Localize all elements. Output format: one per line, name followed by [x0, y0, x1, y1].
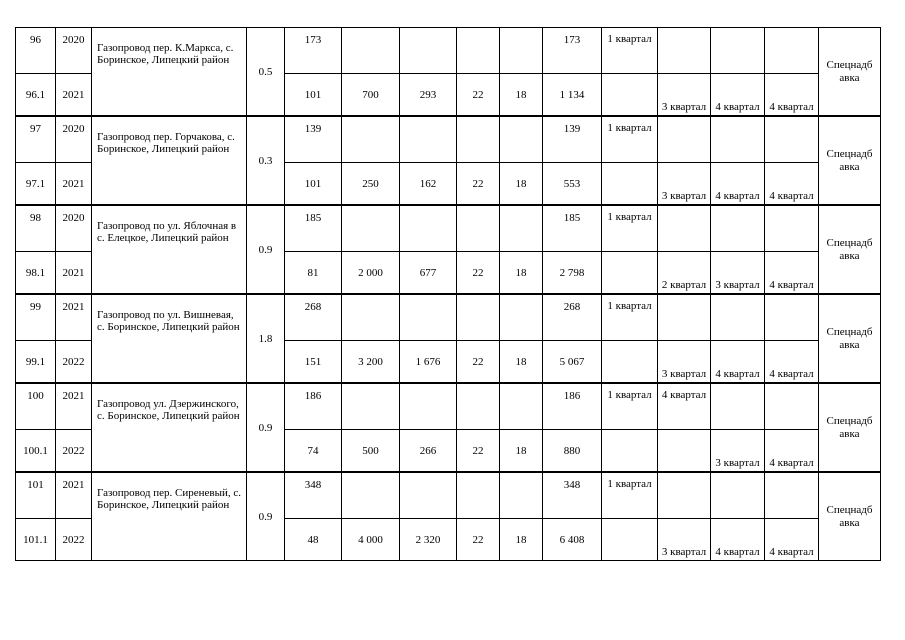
row-number: 99	[16, 294, 56, 341]
row-year: 2021	[56, 163, 92, 206]
cost-cell: 22	[457, 430, 500, 473]
length-value: 1.8	[247, 294, 285, 383]
quarter-cell	[658, 294, 711, 341]
cost-cell	[500, 294, 543, 341]
cost-cell: 18	[500, 252, 543, 295]
cost-cell: 293	[400, 74, 457, 117]
cost-cell: 18	[500, 519, 543, 561]
total-cell: 1 134	[543, 74, 602, 117]
cost-cell	[342, 294, 400, 341]
executor-cell: Спецнадб авка	[819, 294, 881, 383]
cost-cell: 22	[457, 74, 500, 117]
object-name: Газопровод ул. Дзержинского, с. Боринское, Липецкий район	[92, 383, 247, 472]
table-row	[16, 205, 881, 252]
length-value: 0.5	[247, 28, 285, 117]
cost-cell: 2 000	[342, 252, 400, 295]
row-number: 101	[16, 472, 56, 519]
quarter-cell: 1 квартал	[602, 383, 658, 430]
quarter-cell: 1 квартал	[602, 116, 658, 163]
cost-cell	[500, 116, 543, 163]
cost-cell	[500, 383, 543, 430]
cost-cell: 81	[285, 252, 342, 295]
row-year: 2021	[56, 383, 92, 430]
quarter-cell: 3 квартал	[658, 341, 711, 384]
quarter-cell	[711, 294, 765, 341]
row-number: 97.1	[16, 163, 56, 206]
cost-cell: 2 320	[400, 519, 457, 561]
cost-cell	[500, 205, 543, 252]
quarter-cell	[602, 341, 658, 384]
quarter-cell: 4 квартал	[765, 252, 819, 295]
quarter-cell	[658, 116, 711, 163]
quarter-cell: 4 квартал	[765, 430, 819, 473]
cost-cell	[457, 383, 500, 430]
cost-cell: 22	[457, 252, 500, 295]
row-number: 98	[16, 205, 56, 252]
cost-cell: 173	[285, 28, 342, 74]
row-year: 2021	[56, 294, 92, 341]
total-cell: 6 408	[543, 519, 602, 561]
row-year: 2021	[56, 252, 92, 295]
total-cell: 5 067	[543, 341, 602, 384]
quarter-cell	[765, 205, 819, 252]
quarter-cell	[658, 205, 711, 252]
object-name: Газопровод пер. Сиреневый, с. Боринское, Липецкий район	[92, 472, 247, 561]
cost-cell	[500, 472, 543, 519]
cost-cell: 268	[285, 294, 342, 341]
length-value: 0.9	[247, 383, 285, 472]
quarter-cell	[711, 383, 765, 430]
row-year: 2021	[56, 74, 92, 117]
row-number: 96.1	[16, 74, 56, 117]
quarter-cell: 4 квартал	[765, 163, 819, 206]
quarter-cell	[711, 205, 765, 252]
quarter-cell: 4 квартал	[711, 163, 765, 206]
cost-cell: 151	[285, 341, 342, 384]
executor-cell: Спецнадб авка	[819, 205, 881, 294]
quarter-cell: 4 квартал	[765, 74, 819, 117]
row-number: 100	[16, 383, 56, 430]
cost-cell	[400, 383, 457, 430]
cost-cell	[400, 294, 457, 341]
row-number: 98.1	[16, 252, 56, 295]
quarter-cell	[602, 430, 658, 473]
row-number: 100.1	[16, 430, 56, 473]
quarter-cell: 3 квартал	[711, 252, 765, 295]
quarter-cell: 1 квартал	[602, 294, 658, 341]
row-year: 2020	[56, 205, 92, 252]
cost-cell: 3 200	[342, 341, 400, 384]
quarter-cell	[658, 28, 711, 74]
cost-cell: 700	[342, 74, 400, 117]
cost-cell: 250	[342, 163, 400, 206]
executor-cell: Спецнадб авка	[819, 383, 881, 472]
quarter-cell	[658, 430, 711, 473]
quarter-cell	[602, 163, 658, 206]
executor-cell: Спецнадб авка	[819, 472, 881, 561]
quarter-cell: 4 квартал	[765, 341, 819, 384]
quarter-cell	[765, 116, 819, 163]
row-number: 97	[16, 116, 56, 163]
total-cell: 186	[543, 383, 602, 430]
quarter-cell	[765, 28, 819, 74]
length-value: 0.3	[247, 116, 285, 205]
total-cell: 268	[543, 294, 602, 341]
cost-cell: 185	[285, 205, 342, 252]
table-row	[16, 294, 881, 341]
cost-cell: 186	[285, 383, 342, 430]
cost-cell: 74	[285, 430, 342, 473]
total-cell: 553	[543, 163, 602, 206]
length-value: 0.9	[247, 472, 285, 561]
quarter-cell	[765, 294, 819, 341]
cost-cell: 22	[457, 163, 500, 206]
row-number: 101.1	[16, 519, 56, 561]
cost-cell: 18	[500, 430, 543, 473]
cost-cell: 500	[342, 430, 400, 473]
quarter-cell: 4 квартал	[765, 519, 819, 561]
cost-cell: 101	[285, 163, 342, 206]
cost-cell: 18	[500, 341, 543, 384]
cost-cell	[342, 205, 400, 252]
cost-cell	[400, 472, 457, 519]
cost-cell: 266	[400, 430, 457, 473]
quarter-cell: 3 квартал	[658, 519, 711, 561]
quarter-cell	[602, 252, 658, 295]
row-year: 2020	[56, 28, 92, 74]
table-row	[16, 28, 881, 74]
object-name: Газопровод пер. К.Маркса, с. Боринское, Липецкий район	[92, 28, 247, 117]
cost-cell: 22	[457, 341, 500, 384]
cost-cell: 101	[285, 74, 342, 117]
quarter-cell	[711, 28, 765, 74]
length-value: 0.9	[247, 205, 285, 294]
object-name: Газопровод по ул. Яблочная в с. Елецкое, Липецкий район	[92, 205, 247, 294]
total-cell: 139	[543, 116, 602, 163]
quarter-cell: 3 квартал	[658, 74, 711, 117]
row-year: 2022	[56, 341, 92, 384]
quarter-cell	[658, 472, 711, 519]
cost-cell	[457, 28, 500, 74]
cost-cell: 22	[457, 519, 500, 561]
table-row	[16, 116, 881, 163]
cost-cell	[457, 116, 500, 163]
executor-cell: Спецнадб авка	[819, 28, 881, 117]
cost-cell	[342, 383, 400, 430]
cost-cell: 1 676	[400, 341, 457, 384]
row-year: 2020	[56, 116, 92, 163]
cost-cell: 4 000	[342, 519, 400, 561]
gas-pipeline-schedule-table	[15, 27, 881, 561]
cost-cell: 18	[500, 163, 543, 206]
cost-cell	[342, 116, 400, 163]
total-cell: 185	[543, 205, 602, 252]
quarter-cell	[765, 472, 819, 519]
cost-cell	[457, 472, 500, 519]
cost-cell: 139	[285, 116, 342, 163]
quarter-cell: 3 квартал	[711, 430, 765, 473]
executor-cell: Спецнадб авка	[819, 116, 881, 205]
cost-cell: 18	[500, 74, 543, 117]
quarter-cell: 4 квартал	[711, 74, 765, 117]
row-year: 2021	[56, 472, 92, 519]
table-body	[16, 28, 881, 561]
quarter-cell	[602, 519, 658, 561]
quarter-cell: 4 квартал	[711, 519, 765, 561]
cost-cell	[400, 28, 457, 74]
quarter-cell: 1 квартал	[602, 28, 658, 74]
total-cell: 2 798	[543, 252, 602, 295]
cost-cell: 677	[400, 252, 457, 295]
quarter-cell: 1 квартал	[602, 472, 658, 519]
cost-cell	[500, 28, 543, 74]
table-row	[16, 472, 881, 519]
object-name: Газопровод по ул. Вишневая, с. Боринское, Липецкий район	[92, 294, 247, 383]
quarter-cell: 4 квартал	[711, 341, 765, 384]
total-cell: 173	[543, 28, 602, 74]
cost-cell	[400, 205, 457, 252]
total-cell: 348	[543, 472, 602, 519]
cost-cell	[342, 28, 400, 74]
row-year: 2022	[56, 519, 92, 561]
quarter-cell	[711, 472, 765, 519]
row-number: 96	[16, 28, 56, 74]
cost-cell	[457, 205, 500, 252]
quarter-cell: 2 квартал	[658, 252, 711, 295]
cost-cell	[400, 116, 457, 163]
quarter-cell	[602, 74, 658, 117]
cost-cell	[457, 294, 500, 341]
table-row	[16, 383, 881, 430]
cost-cell	[342, 472, 400, 519]
quarter-cell	[711, 116, 765, 163]
row-year: 2022	[56, 430, 92, 473]
quarter-cell: 1 квартал	[602, 205, 658, 252]
cost-cell: 48	[285, 519, 342, 561]
row-number: 99.1	[16, 341, 56, 384]
quarter-cell: 3 квартал	[658, 163, 711, 206]
quarter-cell	[765, 383, 819, 430]
quarter-cell: 4 квартал	[658, 383, 711, 430]
object-name: Газопровод пер. Горчакова, с. Боринское, Липецкий район	[92, 116, 247, 205]
total-cell: 880	[543, 430, 602, 473]
cost-cell: 162	[400, 163, 457, 206]
cost-cell: 348	[285, 472, 342, 519]
